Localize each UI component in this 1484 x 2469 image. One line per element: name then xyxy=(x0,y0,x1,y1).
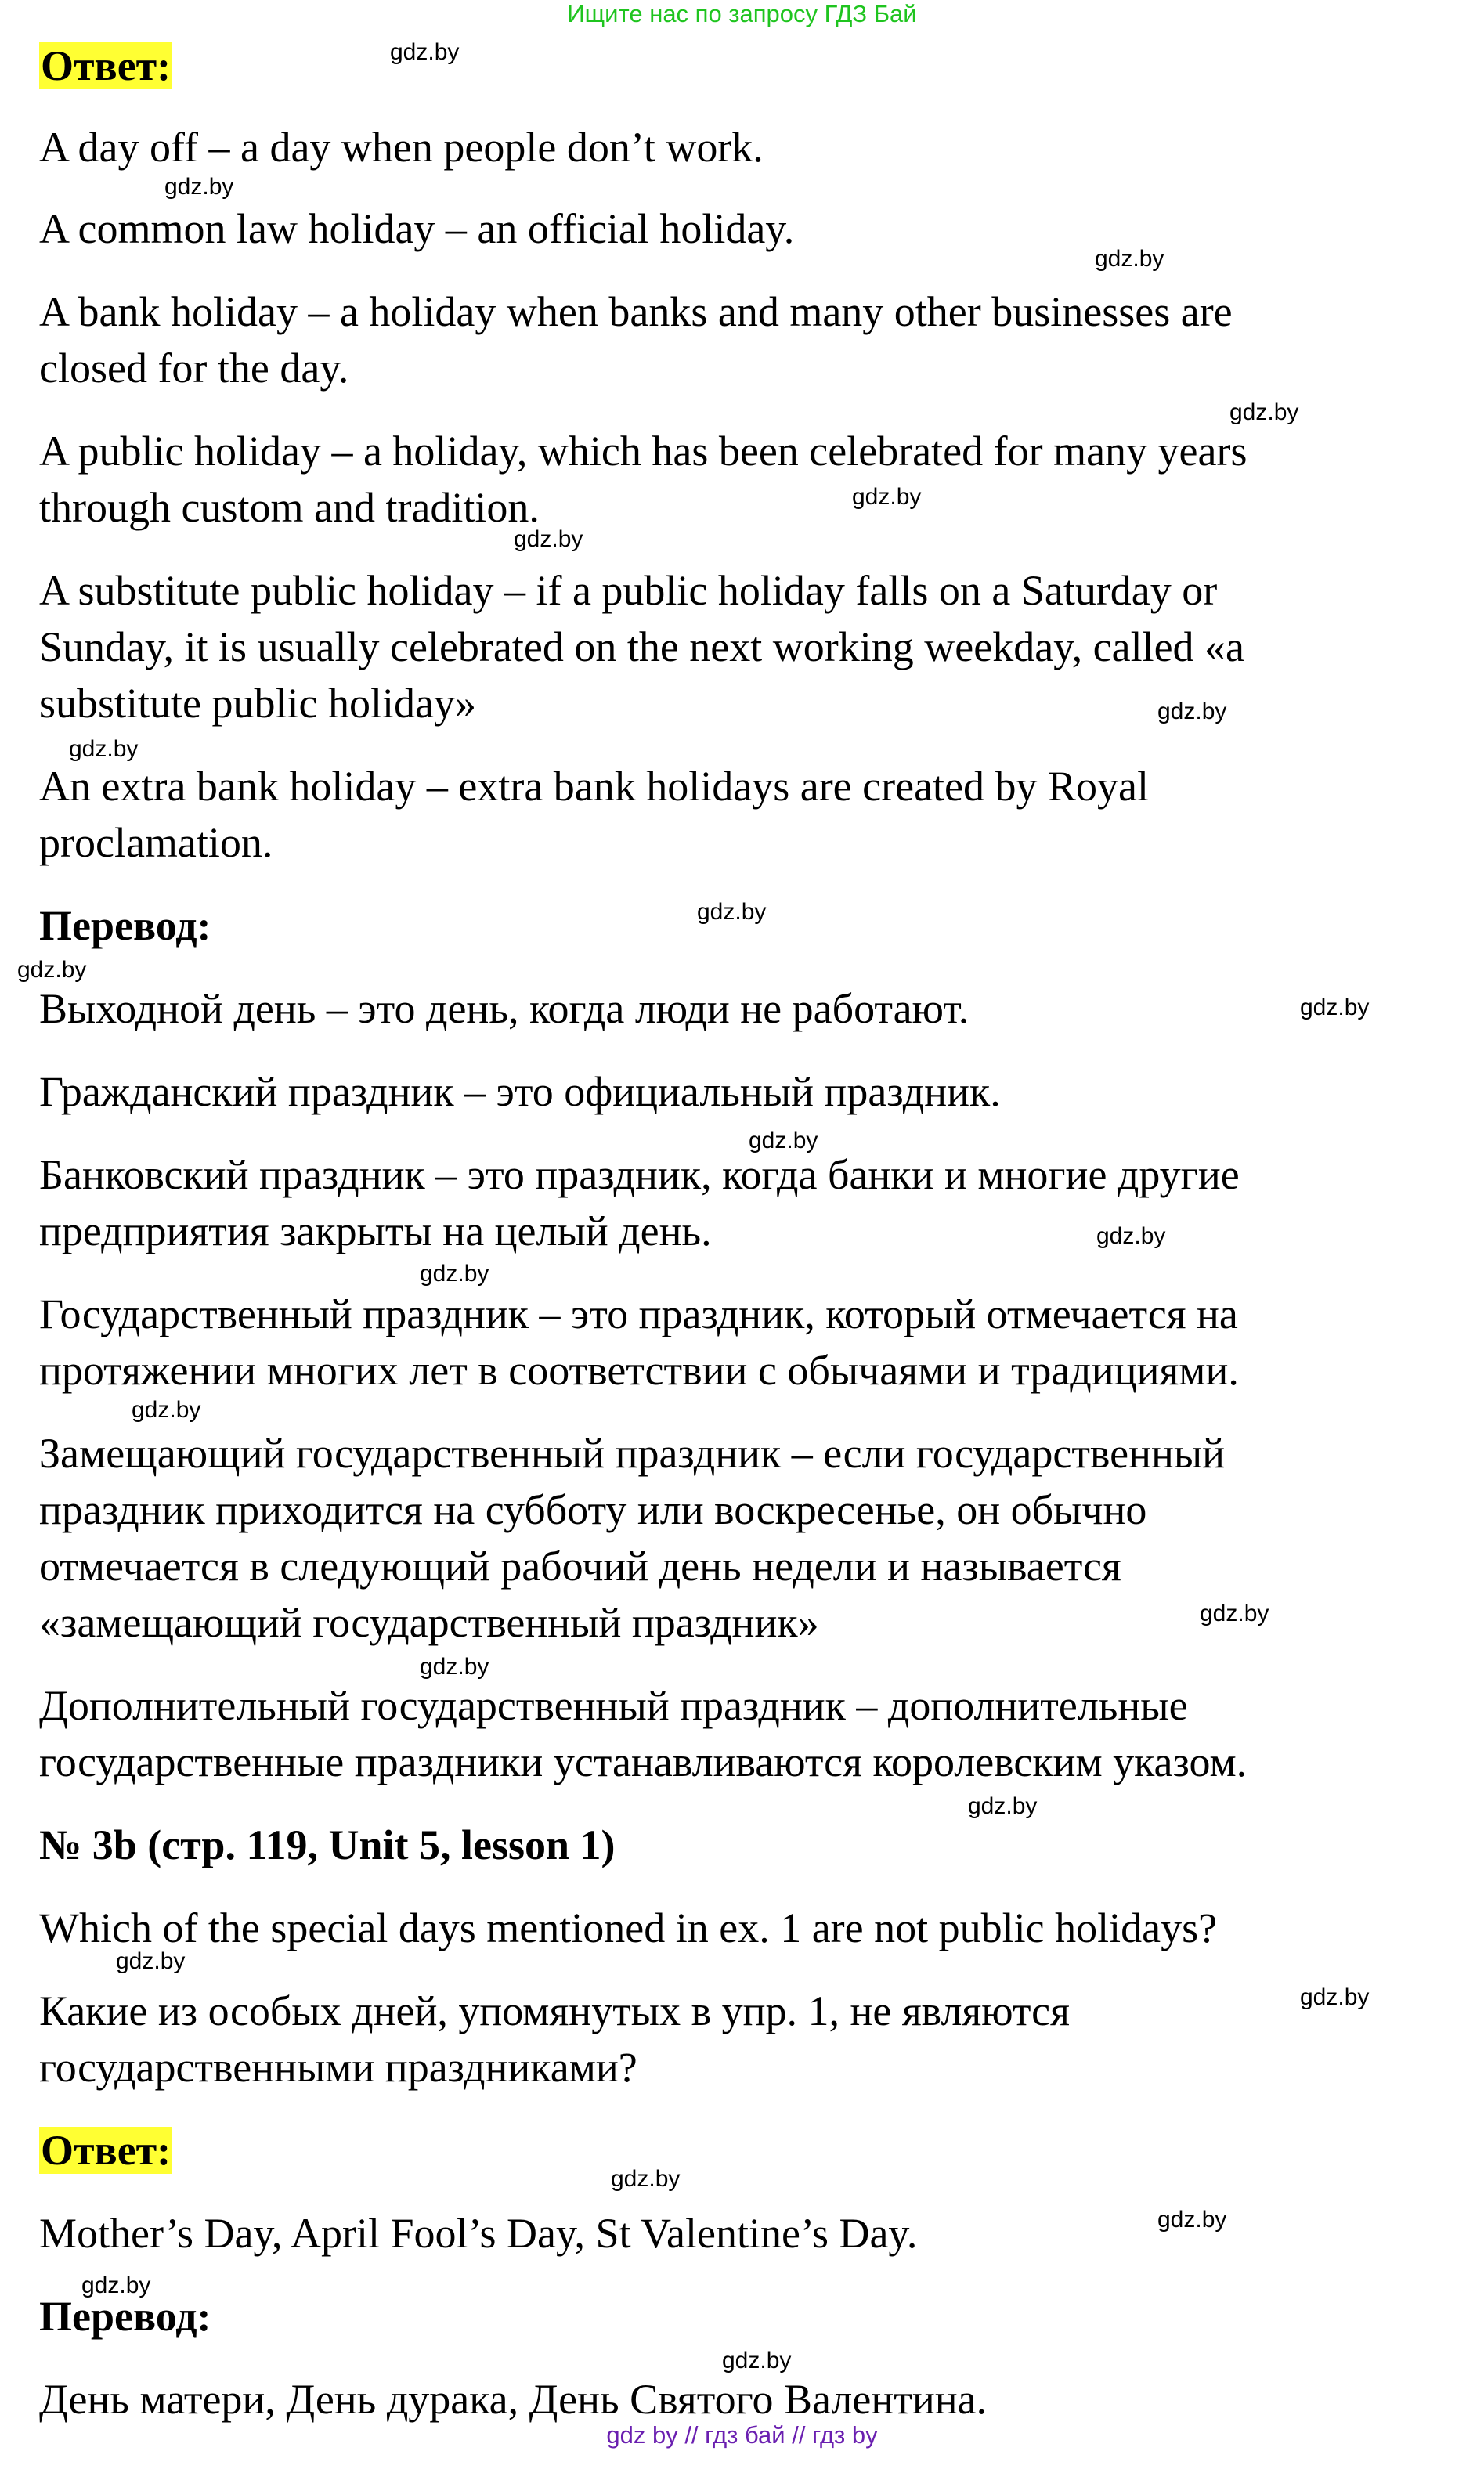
watermark: gdz.by xyxy=(164,174,234,200)
watermark: gdz.by xyxy=(420,1654,489,1680)
watermark: gdz.by xyxy=(116,1948,186,1974)
answer-line: substitute public holiday» xyxy=(39,680,476,727)
watermark: gdz.by xyxy=(968,1793,1038,1819)
answer-line: A bank holiday – a holiday when banks and many other businesses are xyxy=(39,288,1233,335)
watermark: gdz.by xyxy=(1157,698,1227,724)
answer-line: closed for the day. xyxy=(39,345,349,392)
translation-line: Государственный праздник – это праздник, который отмечается на xyxy=(39,1290,1238,1337)
translation-line: отмечается в следующий рабочий день недели и называется xyxy=(39,1543,1121,1590)
watermark: gdz.by xyxy=(81,2272,151,2298)
answer-heading: Ответ: xyxy=(41,42,172,89)
translation-line: Банковский праздник – это праздник, когда банки и многие другие xyxy=(39,1151,1240,1198)
answer-line: Sunday, it is usually celebrated on the next working weekday, called «a xyxy=(39,623,1245,670)
watermark: gdz.by xyxy=(132,1397,201,1423)
answer-line: proclamation. xyxy=(39,819,273,866)
watermark: gdz.by xyxy=(1200,1601,1269,1626)
watermark: gdz.by xyxy=(1157,2207,1227,2233)
answer-line-2: Mother’s Day, April Fool’s Day, St Valentine’s Day. xyxy=(39,2210,918,2257)
watermark: gdz.by xyxy=(69,736,139,762)
translation-line: «замещающий государственный праздник» xyxy=(39,1599,819,1646)
watermark: gdz.by xyxy=(514,526,583,552)
question-line: Какие из особых дней, упомянутых в упр. 1, не являются xyxy=(39,1987,1070,2034)
answer-line: A public holiday – a holiday, which has been celebrated for many years xyxy=(39,428,1247,475)
watermark: gdz.by xyxy=(1300,994,1370,1020)
answer-heading-2: Ответ: xyxy=(41,2127,172,2174)
answer-line: A day off – a day when people don’t work. xyxy=(39,124,764,171)
translation-line: Гражданский праздник – это официальный праздник. xyxy=(39,1068,1001,1115)
translation-heading-2: Перевод: xyxy=(39,2293,211,2340)
watermark: gdz.by xyxy=(1300,1984,1370,2010)
question-line: Which of the special days mentioned in ex. 1 are not public holidays? xyxy=(39,1904,1218,1951)
watermark: gdz.by xyxy=(722,2348,792,2373)
translation-line-2: День матери, День дурака, День Святого Валентина. xyxy=(39,2376,988,2423)
answer-line: A common law holiday – an official holiday. xyxy=(39,205,795,252)
translation-line: государственные праздники устанавливаются королевским указом. xyxy=(39,1738,1247,1785)
exercise-title: № 3b (стр. 119, Unit 5, lesson 1) xyxy=(39,1821,616,1868)
translation-heading: Перевод: xyxy=(39,902,211,949)
watermark: gdz.by xyxy=(420,1261,489,1287)
watermark: gdz.by xyxy=(390,39,460,65)
watermark: gdz.by xyxy=(611,2166,681,2192)
translation-line: протяжении многих лет в соответствии с обычаями и традициями. xyxy=(39,1347,1239,1394)
footer-links: gdz by // гдз бай // гдз by xyxy=(606,2421,878,2449)
answer-line: A substitute public holiday – if a public holiday falls on a Saturday or xyxy=(39,567,1218,614)
watermark: gdz.by xyxy=(749,1128,818,1153)
translation-line: Дополнительный государственный праздник – дополнительные xyxy=(39,1682,1188,1729)
watermark: gdz.by xyxy=(1096,1223,1166,1249)
question-line: государственными праздниками? xyxy=(39,2044,637,2091)
watermark: gdz.by xyxy=(1229,399,1299,425)
watermark: gdz.by xyxy=(1095,246,1164,272)
translation-line: праздник приходится на субботу или воскресенье, он обычно xyxy=(39,1486,1147,1533)
watermark: gdz.by xyxy=(697,899,767,925)
translation-line: Выходной день – это день, когда люди не работают. xyxy=(39,985,969,1032)
answer-line: An extra bank holiday – extra bank holidays are created by Royal xyxy=(39,763,1149,810)
watermark: gdz.by xyxy=(17,957,87,983)
translation-line: предприятия закрыты на целый день. xyxy=(39,1207,712,1254)
top-banner: Ищите нас по запросу ГДЗ Бай xyxy=(567,0,917,27)
watermark: gdz.by xyxy=(852,484,922,510)
translation-line: Замещающий государственный праздник – если государственный xyxy=(39,1430,1226,1477)
answer-line: through custom and tradition. xyxy=(39,484,540,531)
